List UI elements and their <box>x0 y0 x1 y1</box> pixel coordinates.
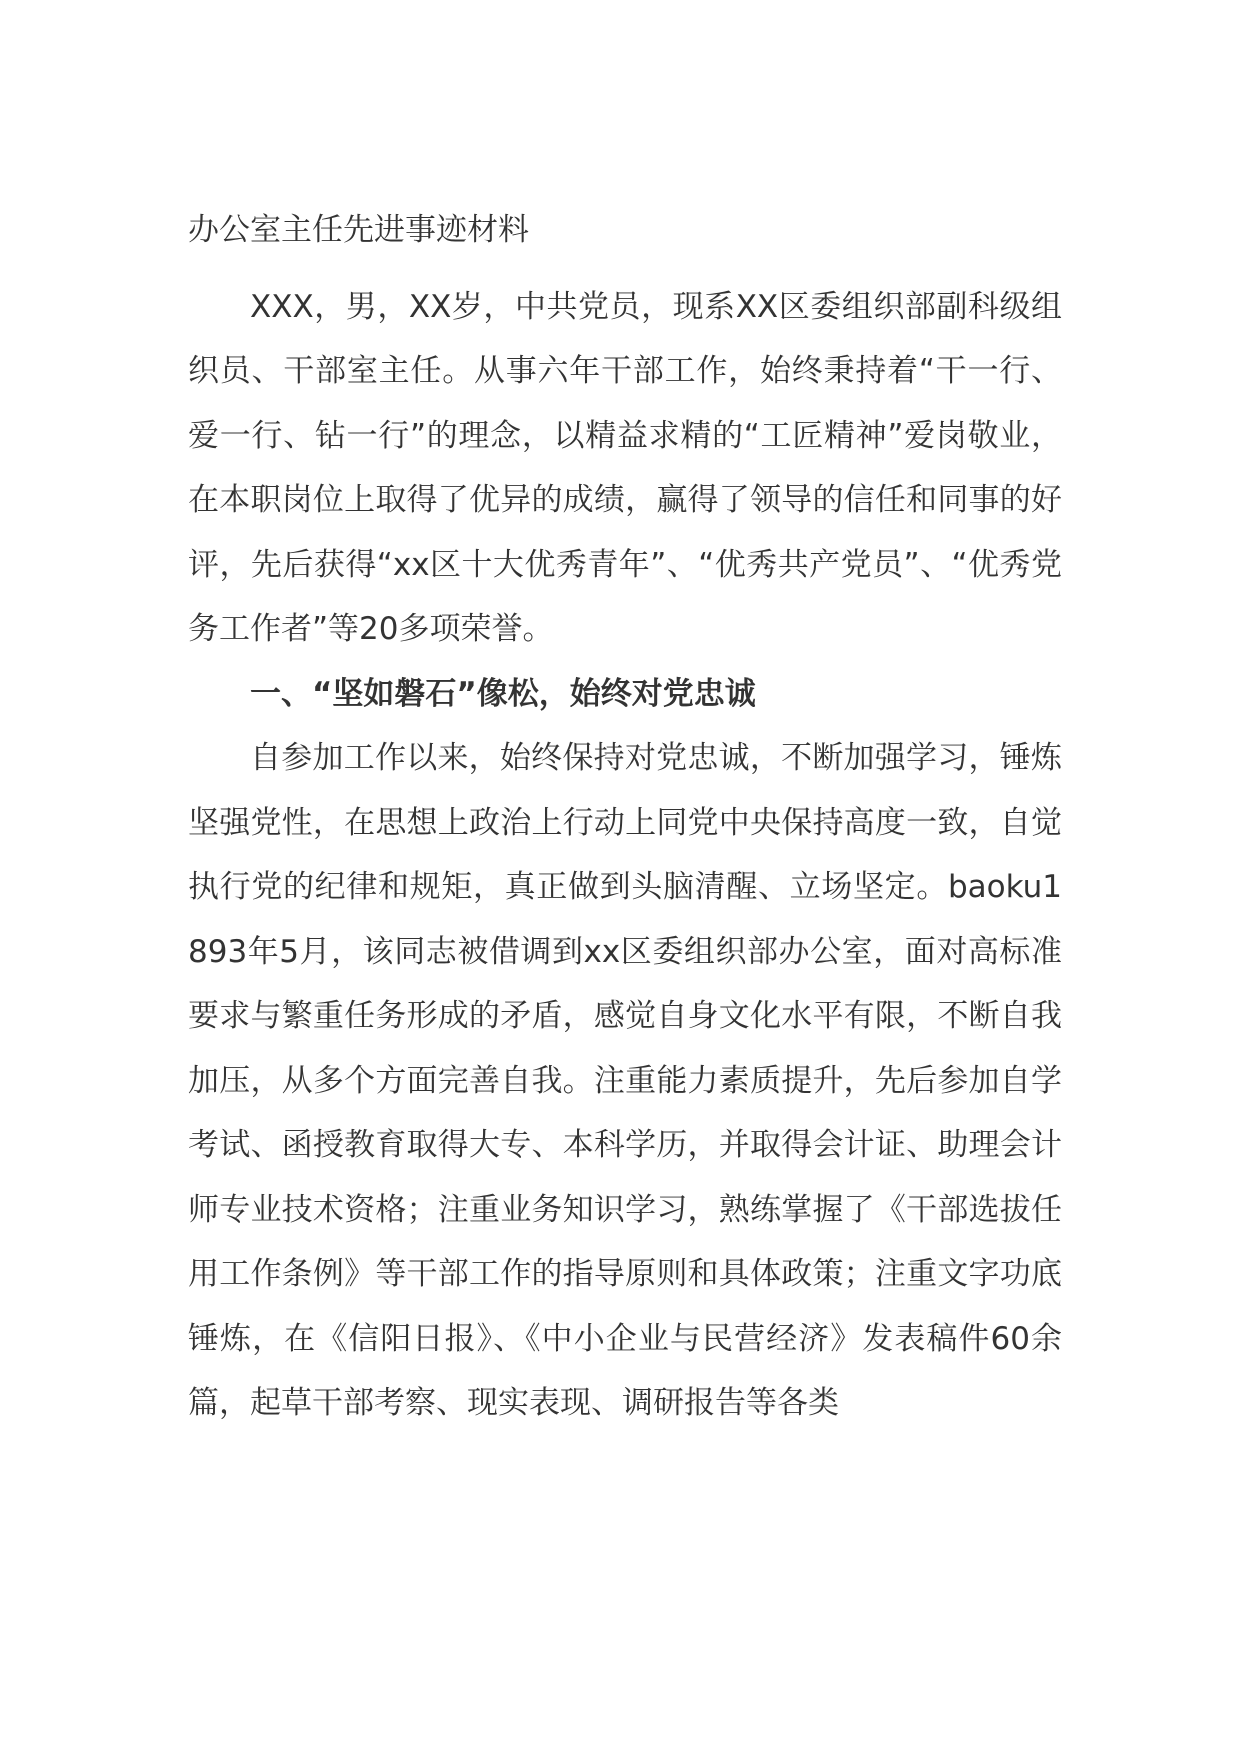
section-1-paragraph: 自参加工作以来，始终保持对党忠诚，不断加强学习，锤炼坚强党性，在思想上政治上行动上同党中央保持高度一致，自觉执行党的纪律和规矩，真正做到头脑清醒、立场坚定。baoku1893年5月，该同志被借调到xx区委组织部办公室，面对高标准要求与繁重任务形成的矛盾，感觉自身文化水平有限，不断自我加压，从多个方面完善自我。注重能力素质提升，先后参加自学考试、函授教育取得大专、本科学历，并取得会计证、助理会计师专业技术资格；注重业务知识学习，熟练掌握了《干部选拔任用工作条例》等干部工作的指导原则和具体政策；注重文字功底锤炼，在《信阳日报》、《中小企业与民营经济》发表稿件60余篇，起草干部考察、现实表现、调研报告等各类 <box>188 740 1062 1421</box>
section-heading-1: 一、“坚如磐石”像松，始终对党忠诚 <box>250 675 756 712</box>
intro-paragraph: XXX，男，XX岁，中共党员，现系XX区委组织部副科级组织员、干部室主任。从事六年干部工作，始终秉持着“干一行、爱一行、钻一行”的理念，以精益求精的“工匠精神”爱岗敬业，在本职岗位上取得了优异的成绩，赢得了领导的信任和同事的好评，先后获得“xx区十大优秀青年”、“优秀共产党员”、“优秀党务工作者”等20多项荣誉。 <box>188 288 1062 647</box>
document-title: 办公室主任先进事迹材料 <box>188 212 529 248</box>
document-body <box>188 198 1062 1436</box>
